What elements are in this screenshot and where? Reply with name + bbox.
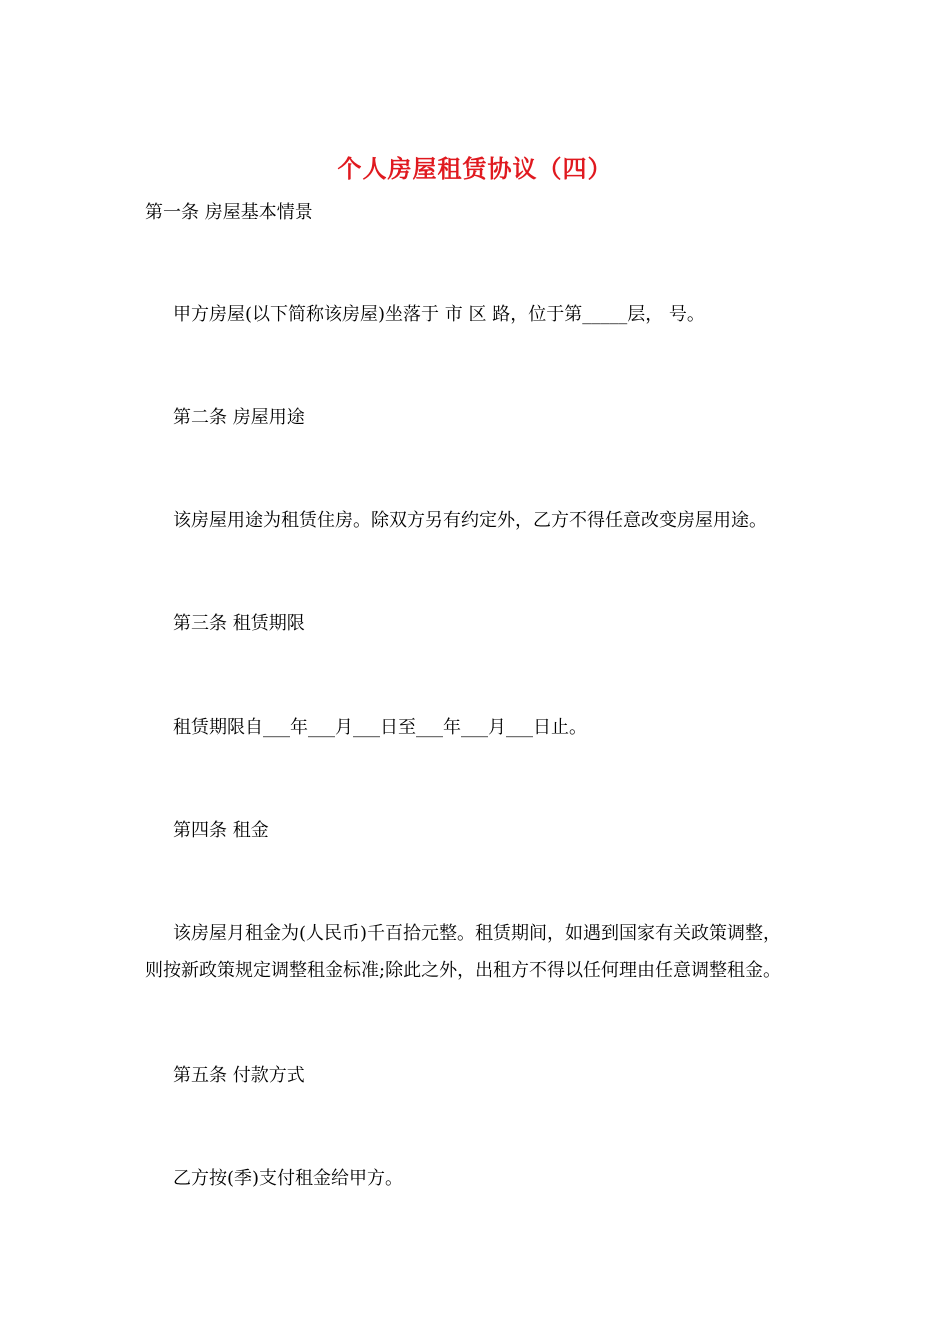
article-5-heading: 第五条 付款方式 (173, 1065, 305, 1086)
article-4-heading: 第四条 租金 (173, 820, 269, 841)
document-title: 个人房屋租赁协议（四） (337, 154, 613, 183)
article-2-text: 该房屋用途为租赁住房。除双方另有约定外，乙方不得任意改变房屋用途。 (173, 510, 767, 531)
article-3-text: 租赁期限自___年___月___日至___年___月___日止。 (173, 717, 587, 738)
article-3-heading: 第三条 租赁期限 (173, 613, 305, 634)
article-1-text: 甲方房屋(以下简称该房屋)坐落于 市 区 路，位于第_____层， 号。 (173, 304, 705, 325)
article-1-heading: 第一条 房屋基本情景 (145, 202, 313, 223)
article-5-text: 乙方按(季)支付租金给甲方。 (173, 1168, 404, 1189)
article-2-heading: 第二条 房屋用途 (173, 407, 305, 428)
article-4-text-line-1: 该房屋月租金为(人民币)千百拾元整。租赁期间，如遇到国家有关政策调整， (173, 923, 782, 944)
article-4-text-line-2: 则按新政策规定调整租金标准;除此之外，出租方不得以任何理由任意调整租金。 (145, 960, 782, 981)
